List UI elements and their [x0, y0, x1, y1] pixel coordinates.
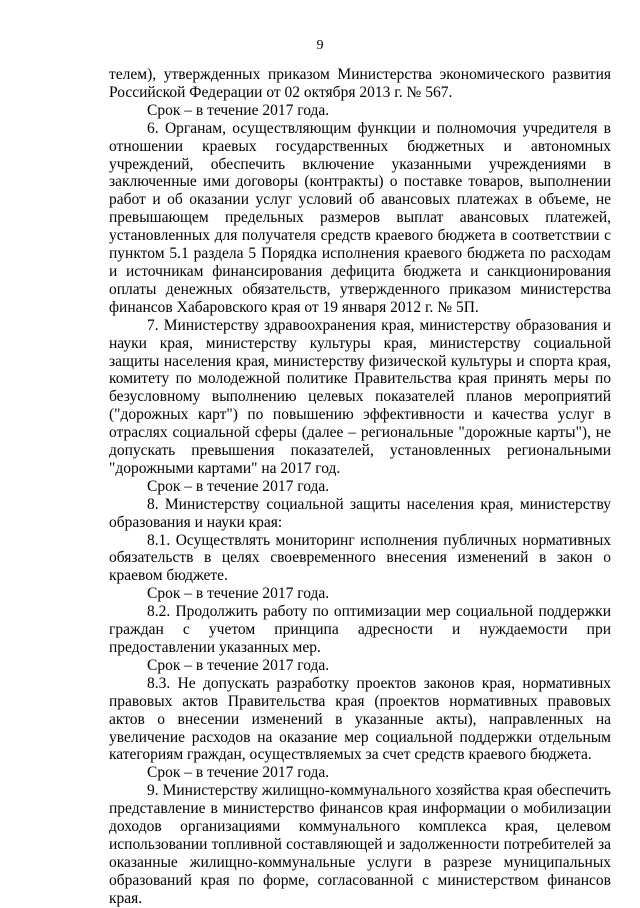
deadline-line: Срок – в течение 2017 года.: [147, 585, 330, 603]
paragraph: 8.3. Не допускать разработку проектов законов края, нормативных правовых актов Правительства края (проектов нормативных правовых актов о внесении изменений в указанные акты), направленных на увеличение расходов на оказание мер социальной поддержки отдельным категориям граждан, осуществляемых за счет средств краевого бюджета.: [109, 674, 611, 764]
deadline-line: Срок – в течение 2017 года.: [147, 764, 330, 782]
paragraph: 8.1. Осуществлять мониторинг исполнения публичных нормативных обязательств в целях своевременного внесения изменений в закон о краевом бюджете.: [109, 531, 611, 585]
body-text: [109, 66, 611, 908]
paragraph: 8.2. Продолжить работу по оптимизации мер социальной поддержки граждан с учетом принципа адресности и нуждаемости при предоставлении указанных мер.: [109, 603, 611, 656]
deadline-line: Срок – в течение 2017 года.: [147, 656, 330, 674]
paragraph: 9. Министерству жилищно-коммунального хозяйства края обеспечить представление в министерство финансов края информации о мобилизации доходов организациями коммунального комплекса края, целевом использовании топливной составляющей и задолженности потребителей за оказанные жилищно-коммунальные услуги в разрезе муниципальных образований края по форме, согласованной с министерством финансов края.: [109, 782, 611, 907]
paragraph: 7. Министерству здравоохранения края, министерству образования и науки края, министерству культуры края, министерству социальной защиты населения края, министерству физической культуры и спорта края, комитету по молодежной политике Правительства края принять меры по безусловному выполнению целевых показателей планов мероприятий ("дорожных карт") по повышению эффективности и качества услуг в отраслях социальной сферы (далее – региональные "дорожные карты"), не допускать превышения показателей, установленных региональными "дорожными картами" на 2017 год.: [109, 316, 611, 477]
deadline-line: Срок – в течение 2017 года.: [147, 101, 330, 119]
page-number: 9: [316, 38, 324, 53]
paragraph: 6. Органам, осуществляющим функции и полномочия учредителя в отношении краевых государственных бюджетных и автономных учреждений, обеспечить включение указанными учреждениями в заключенные ими договоры (контракты) о поставке товаров, выполнении работ и об оказании услуг условий об авансовых платежах в объеме, не превышающем предельных размеров выплат авансовых платежей, установленных для получателя средств краевого бюджета в соответствии с пунктом 5.1 раздела 5 Порядка исполнения краевого бюджета по расходам и источникам финансирования дефицита бюджета и санкционирования оплаты денежных обязательств, утвержденного приказом министерства финансов Хабаровского края от 19 января 2012 г. № 5П.: [109, 119, 611, 316]
paragraph: 8. Министерству социальной защиты населения края, министерству образования и науки края:: [109, 495, 611, 531]
deadline-line: Срок – в течение 2017 года.: [147, 477, 330, 495]
paragraph: телем), утвержденных приказом Министерства экономического развития Российской Федерации от 02 октября 2013 г. № 567.: [109, 66, 611, 101]
